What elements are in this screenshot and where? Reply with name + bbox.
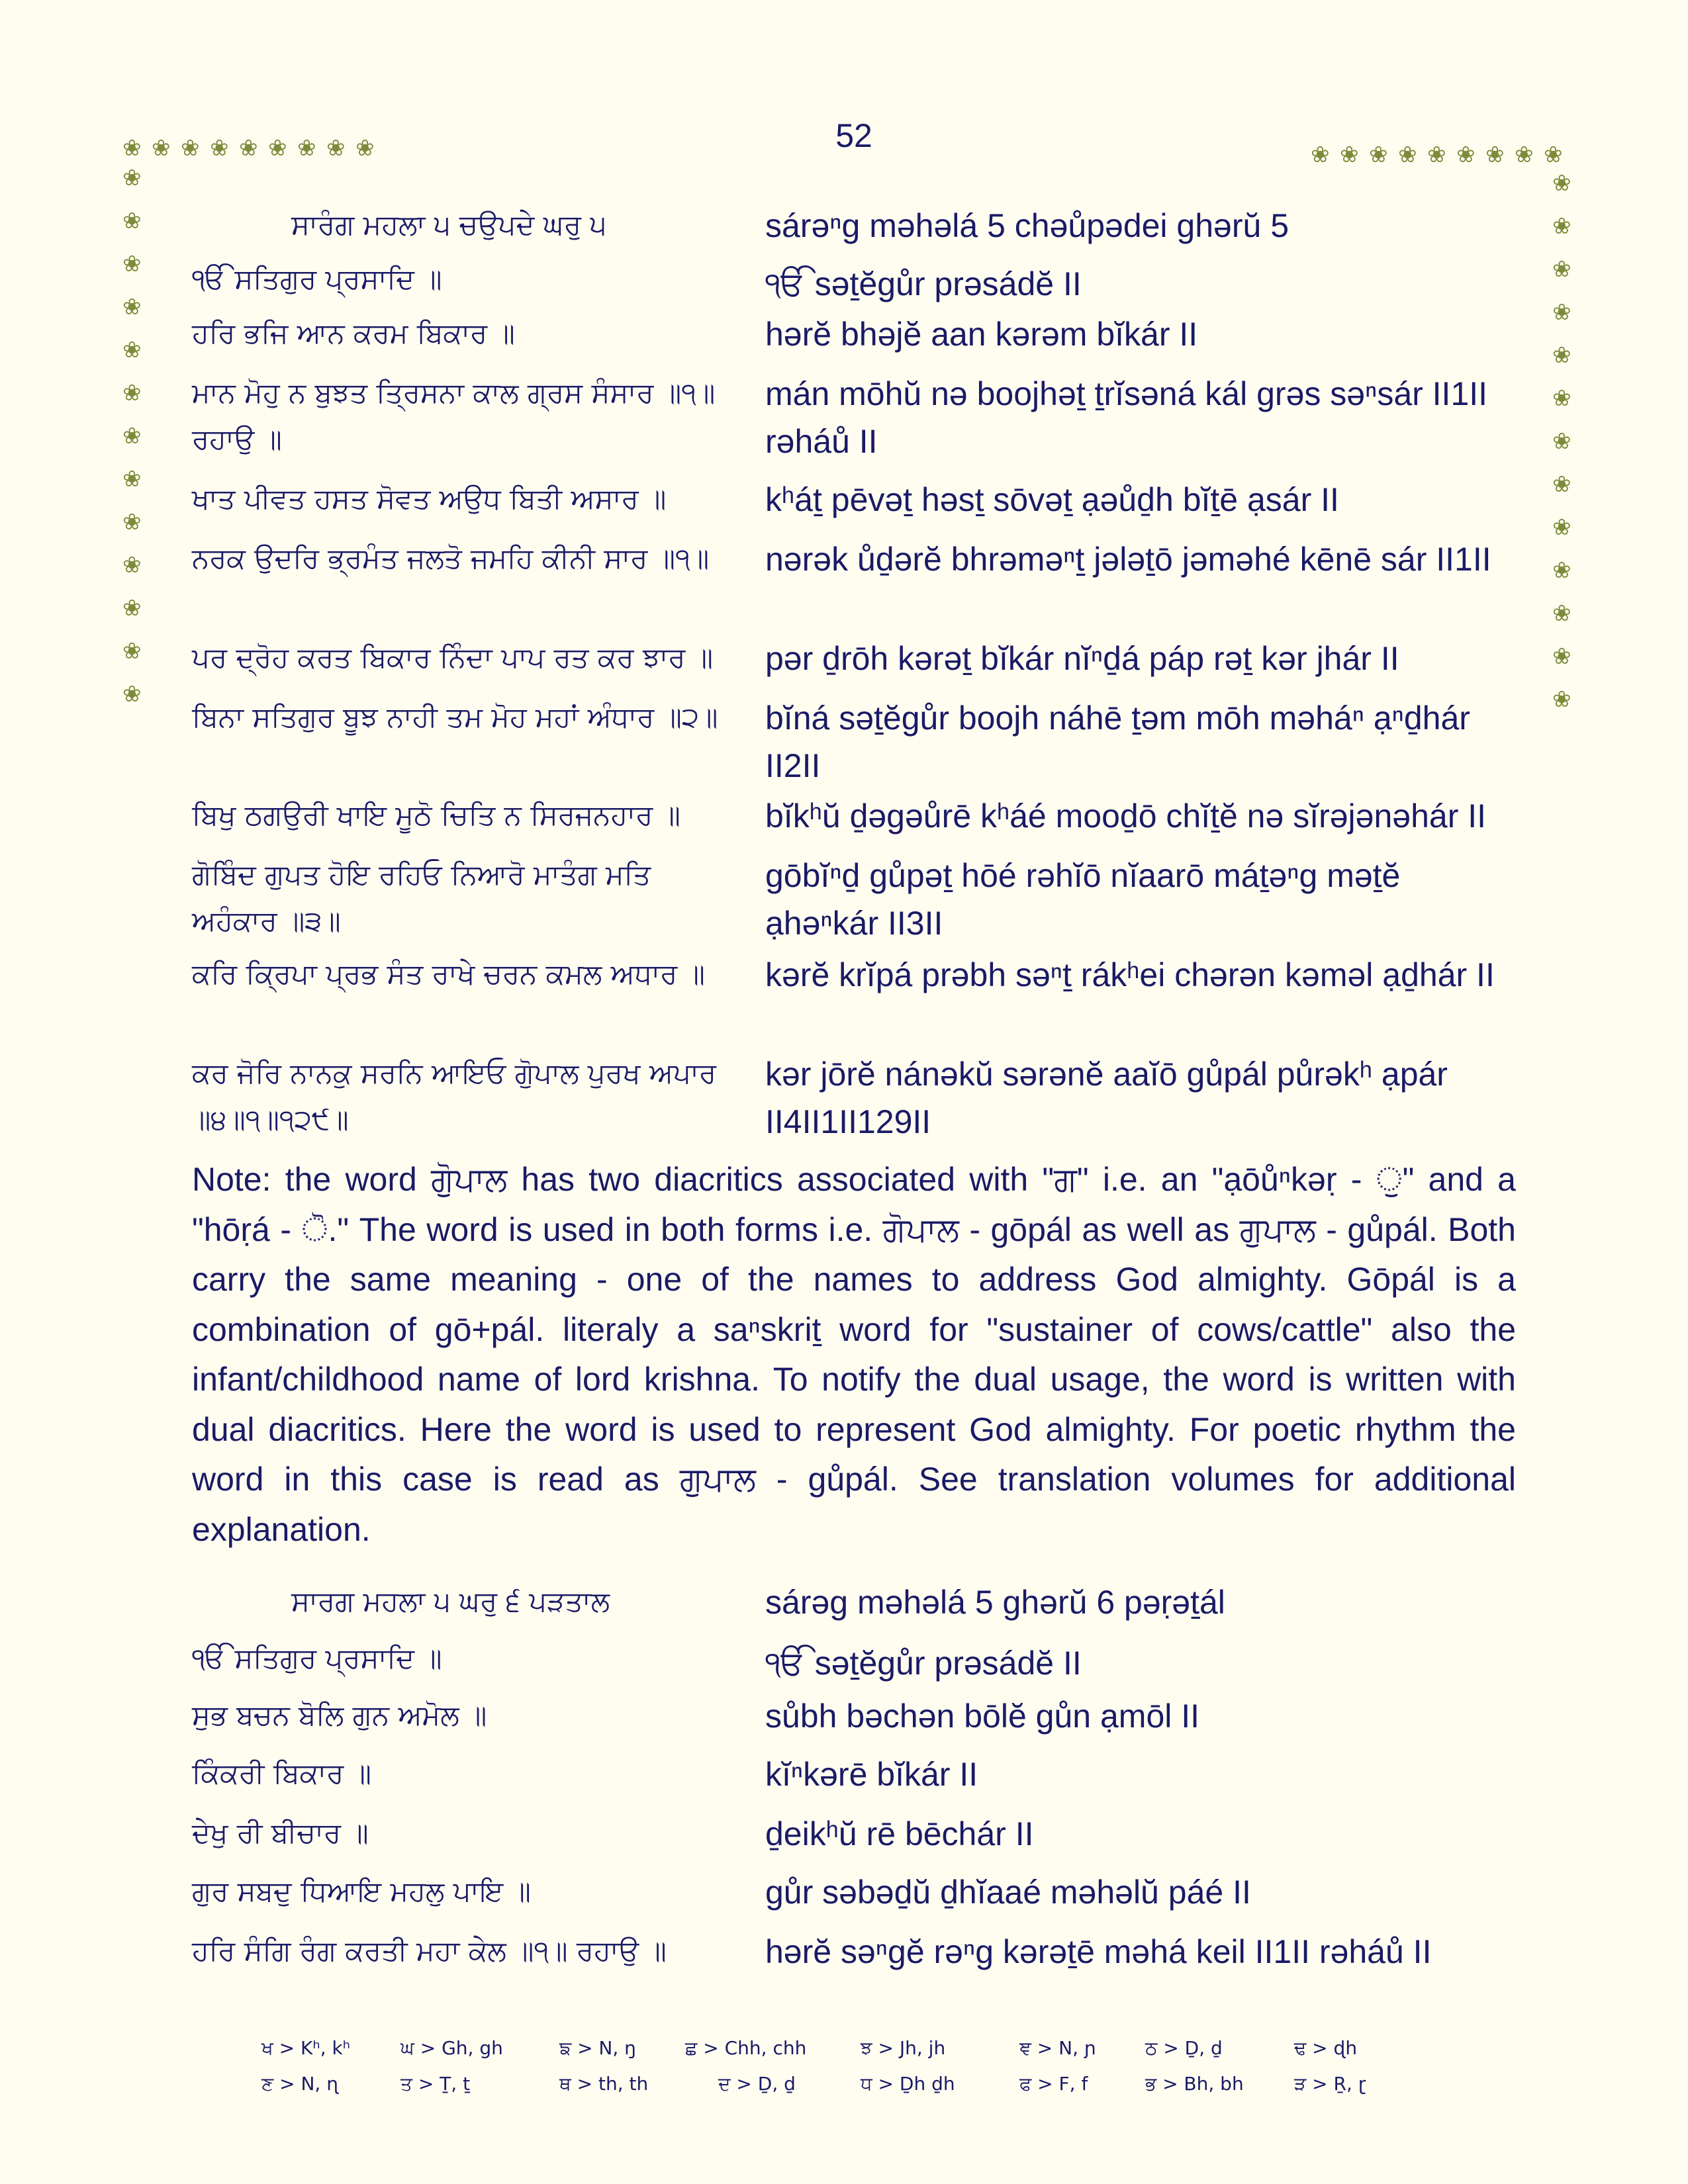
flower-ornament-icon: ❀ [297,136,316,161]
gurmukhi-heading: ਸਾਰੰਗ ਮਹਲਾ ੫ ਚਉਪਦੇ ਘਰੁ ੫ [291,208,607,241]
gurmukhi-line: ਖਾਤ ਪੀਵਤ ਹਸਤ ਸੋਵਤ ਅਉਧ ਬਿਤੀ ਅਸਾਰ ॥ [192,482,667,515]
legend-item: ਙ > N, ŋ [559,2037,636,2059]
gurmukhi-line: ਕਰ ਜੋਰਿ ਨਾਨਕੁ ਸਰਨਿ ਆਇਓ ਗੁੋਪਾਲ ਪੁਰਖ ਅਪਾਰ ॥੪॥੧॥੧੨੯॥ [192,1057,717,1136]
gurmukhi-line: ੴ ਸਤਿਗੁਰ ਪ੍ਰਸਾਦਿ ॥ [192,263,442,295]
gurmukhi-line: ਪਰ ਦ੍ਰੋਹ ਕਰਤ ਬਿਕਾਰ ਨਿੰਦਾ ਪਾਪ ਰਤ ਕਰ ਝਾਰ ॥ [192,641,714,674]
gurmukhi-line: ਹਰਿ ਭਜਿ ਆਨ ਕਰਮ ਬਿਕਾਰ ॥ [192,317,515,349]
flower-ornament-icon: ❀ [1552,386,1571,411]
flower-ornament-icon: ❀ [239,136,258,161]
transliteration-line: nərək ůḏərĕ bhrəməⁿṯ jələṯō jəməhé kēnē sár II1II [765,541,1491,578]
transliteration-line: hərĕ bhəjĕ aan kərəm bĭkár II [765,316,1198,353]
verse-row [192,1810,1516,1868]
transliteration-line: sůbh bəchən bōlĕ gůn ạmōl II [765,1698,1200,1735]
flower-ornament-icon: ❀ [181,136,200,161]
transliteration-line: gōbĭⁿḏ gůpəṯ hōé rəhĭō nĭaarō máṯəⁿg məṯĕ ạhəⁿkár II3II [765,857,1401,942]
flower-ornament-icon: ❀ [1552,300,1571,325]
legend-item: ਞ > N, ɲ [1019,2037,1096,2059]
verse-row [192,310,1516,370]
transliteration-line: kər jōrĕ nánəkŭ sərənĕ aaĭō gůpál půrəkʰ ạpár II4II1II129II [765,1056,1448,1140]
flower-ornament-icon: ❀ [122,467,142,492]
legend-item: ਥ > th, th [559,2073,649,2095]
transliteration-line: kĭⁿkərē bĭkár II [765,1756,978,1793]
flower-ornament-icon: ❀ [1552,257,1571,282]
flower-ornament-icon: ❀ [122,136,142,161]
verse-row [192,370,1516,476]
legend-item: ਛ > Chh, chh [685,2037,807,2059]
legend-row [261,2073,1420,2109]
legend-item: ਧ > Ḏh ḏh [861,2073,955,2095]
transliteration-line: hərĕ səⁿgĕ rəⁿg kərəṯē məhá keil II1II rəháů II [765,1933,1432,1970]
flower-ornament-icon: ❀ [122,165,142,191]
gurmukhi-line: ਬਿਨਾ ਸਤਿਗੁਰ ਬੂਝ ਨਾਹੀ ਤਮ ਮੋਹ ਮਹਾਂ ਅੰਧਾਰ ॥੨॥ [192,701,718,733]
flower-ornament-icon: ❀ [1552,601,1571,626]
flower-ornament-icon: ❀ [210,136,229,161]
gurmukhi-line: ਕਰਿ ਕ੍ਰਿਪਾ ਪ੍ਰਭ ਸੰਤ ਰਾਖੇ ਚਰਨ ਕਮਲ ਅਧਾਰ ॥ [192,958,705,990]
gurmukhi-line: ੴ ਸਤਿਗੁਰ ਪ੍ਰਸਾਦਿ ॥ [192,1642,442,1674]
gurmukhi-line: ਕਿੰਕਰੀ ਬਿਕਾਰ ॥ [192,1757,371,1790]
transliteration-legend [261,2037,1420,2109]
legend-item: ਣ > N, ɳ [261,2073,339,2095]
verse-row [192,635,1516,694]
flower-ornament-icon: ❀ [122,639,142,664]
flower-ornament-icon: ❀ [122,682,142,707]
legend-item: ਤ > Ṯ, ṯ [400,2073,471,2095]
legend-item: ਘ > Gh, gh [400,2037,503,2059]
verse-row [192,202,1516,256]
flower-ornament-icon: ❀ [1427,142,1446,167]
flower-ornament-icon: ❀ [122,596,142,621]
gurmukhi-heading: ਸਾਰਗ ਮਹਲਾ ੫ ਘਰੁ ੬ ਪੜਤਾਲ [291,1585,610,1617]
transliteration-line: kʰáṯ pēvəṯ həsṯ sōvəṯ ạəůḏh bĭṯē ạsár II [765,481,1339,518]
transliteration-line: ੴ səṯĕgůr prəsádĕ II [765,1645,1082,1682]
verse-row [192,1635,1516,1692]
flower-ornament-icon: ❀ [152,136,171,161]
gurmukhi-line: ਗੁਰ ਸਬਦੁ ਧਿਆਇ ਮਹਲੁ ਪਾਇ ॥ [192,1875,531,1907]
shabad-section-1 [192,202,1516,1150]
legend-item: ਦ > Ḏ, ḏ [718,2073,796,2095]
transliteration-line: bĭkʰŭ ḏəgəůrē kʰáé mooḏō chĭṯĕ nə sĭrəjənəhár II [765,797,1487,835]
legend-item: ਠ > Ḏ, ḏ [1145,2037,1223,2059]
verse-row [192,694,1516,792]
legend-row [261,2037,1420,2073]
gurmukhi-line: ਬਿਖੁ ਠਗਉਰੀ ਖਾਇ ਮੂਠੋ ਚਿਤਿ ਨ ਸਿਰਜਨਹਾਰ ॥ [192,799,680,831]
flower-ornament-icon: ❀ [1456,142,1476,167]
flower-ornament-icon: ❀ [1398,142,1417,167]
verse-row [192,1751,1516,1810]
flower-ornament-icon: ❀ [122,424,142,449]
page-number: 52 [835,117,872,154]
flower-ornament-icon: ❀ [122,295,142,320]
verse-row [192,1692,1516,1751]
gurmukhi-line: ਹਰਿ ਸੰਗਿ ਰੰਗ ਕਰਤੀ ਮਹਾ ਕੇਲ ॥੧॥ ਰਹਾਉ ॥ [192,1934,667,1967]
verse-row [192,852,1516,951]
verse-row [192,256,1516,310]
legend-item: ਢ > ɖh [1294,2037,1358,2059]
verse-row [192,1578,1516,1635]
gurmukhi-line: ਮਾਨ ਮੋਹੁ ਨ ਬੁਝਤ ਤ੍ਰਿਸਨਾ ਕਾਲ ਗ੍ਰਸ ਸੰਸਾਰ ॥੧॥ ਰਹਾਉ ॥ [192,377,716,455]
flower-ornament-icon: ❀ [122,251,142,277]
legend-item: ਫ > F, f [1019,2073,1088,2095]
transliteration-line: ḏeikʰŭ rē bēchár II [765,1815,1034,1852]
flower-ornament-icon: ❀ [1552,687,1571,712]
shabad-section-2 [192,1578,1516,1987]
flower-ornament-icon: ❀ [268,136,287,161]
flower-ornament-icon: ❀ [1340,142,1359,167]
transliteration-line: mán mōhŭ nə boojhəṯ ṯrĭsəná kál grəs səⁿsár II1II rəháů II [765,375,1488,460]
flower-ornament-icon: ❀ [1552,515,1571,540]
flower-ornament-icon: ❀ [1311,142,1330,167]
flower-ornament-icon: ❀ [355,136,375,161]
legend-item: ਖ > Kʰ, kʰ [261,2037,351,2059]
flower-ornament-icon: ❀ [1552,472,1571,497]
flower-ornament-icon: ❀ [1552,343,1571,368]
transliteration-line: pər ḏrōh kərəṯ bĭkár nĭⁿḏá páp rəṯ kər jhár II [765,640,1399,677]
flower-ornament-icon: ❀ [122,208,142,234]
verse-row [192,1050,1516,1150]
flower-ornament-icon: ❀ [1369,142,1388,167]
flower-ornament-icon: ❀ [1515,142,1534,167]
verse-row [192,1928,1516,1987]
transliteration-heading: sárəg məhəlá 5 ghərŭ 6 pəṛəṯál [765,1584,1225,1621]
verse-row [192,951,1516,1050]
flower-ornament-icon: ❀ [122,338,142,363]
flower-ornament-icon: ❀ [326,136,346,161]
flower-ornament-icon: ❀ [1552,214,1571,239]
flower-ornament-icon: ❀ [1544,142,1563,167]
transliteration-line: kərĕ krĭpá prəbh səⁿṯ rákʰei chərən kəməl ạḏhár II [765,956,1495,993]
verse-row [192,476,1516,535]
transliteration-heading: sárəⁿg məhəlá 5 chəůpədei ghərŭ 5 [765,207,1289,244]
flower-ornament-icon: ❀ [1552,429,1571,454]
flower-ornament-icon: ❀ [122,553,142,578]
transliteration-line: bĭná səṯĕgůr boojh náhē ṯəm mōh məháⁿ ạⁿḏhár II2II [765,700,1470,784]
flower-ornament-icon: ❀ [1485,142,1505,167]
flower-ornament-icon: ❀ [122,510,142,535]
flower-ornament-icon: ❀ [1552,644,1571,669]
verse-row [192,792,1516,852]
transliteration-line: gůr səbəḏŭ ḏhĭaaé məhəlŭ páé II [765,1874,1251,1911]
legend-item: ਭ > Bh, bh [1145,2073,1244,2095]
flower-ornament-icon: ❀ [1552,558,1571,583]
legend-item: ੜ > Ṟ, ɽ [1294,2073,1366,2095]
verse-row [192,535,1516,635]
legend-item: ਝ > Jh, jh [861,2037,946,2059]
gurmukhi-line: ਨਰਕ ਉਦਰਿ ਭ੍ਰਮੰਤ ਜਲਤੋ ਜਮਹਿ ਕੀਨੀ ਸਾਰ ॥੧॥ [192,542,710,574]
flower-ornament-icon: ❀ [1552,171,1571,196]
flower-ornament-icon: ❀ [122,381,142,406]
gurmukhi-line: ਸੁਭ ਬਚਨ ਬੋਲਿ ਗੁਨ ਅਮੋਲ ॥ [192,1699,487,1731]
transliteration-line: ੴ səṯĕgůr prəsádĕ II [765,265,1082,302]
note-paragraph: Note: the word ਗੁੋਪਾਲ has two diacritics associated with "ਗ" i.e. an "ạōůⁿkəṛ - ੁ" and a "hōṛá - ੋ." The word is used in both forms i.e. ਗੋਪਾਲ - gōpál as well as ਗੁਪਾਲ - gůpál. Both carry the same meaning - one of the names to address God almighty. Gōpál is a combination of gō+pál. literaly a saⁿskriṯ word for "sustainer of cows/cattle" also the infant/childhood name of lord krishna. To notify the dual usage, the word is written with dual diacritics. Here the word is used to represent God almighty. For poetic rhythm the word in this case is read as ਗੁਪਾਲ - gůpál. See translation volumes for additional explanation. [192,1161,1516,1548]
gurmukhi-line: ਦੇਖੁ ਰੀ ਬੀਚਾਰ ॥ [192,1817,369,1849]
verse-row [192,1868,1516,1928]
gurmukhi-line: ਗੋਬਿੰਦ ਗੁਪਤ ਹੋਇ ਰਹਿਓ ਨਿਆਰੋ ਮਾਤੰਗ ਮਤਿ ਅਹੰਕਾਰ ॥੩॥ [192,858,651,937]
